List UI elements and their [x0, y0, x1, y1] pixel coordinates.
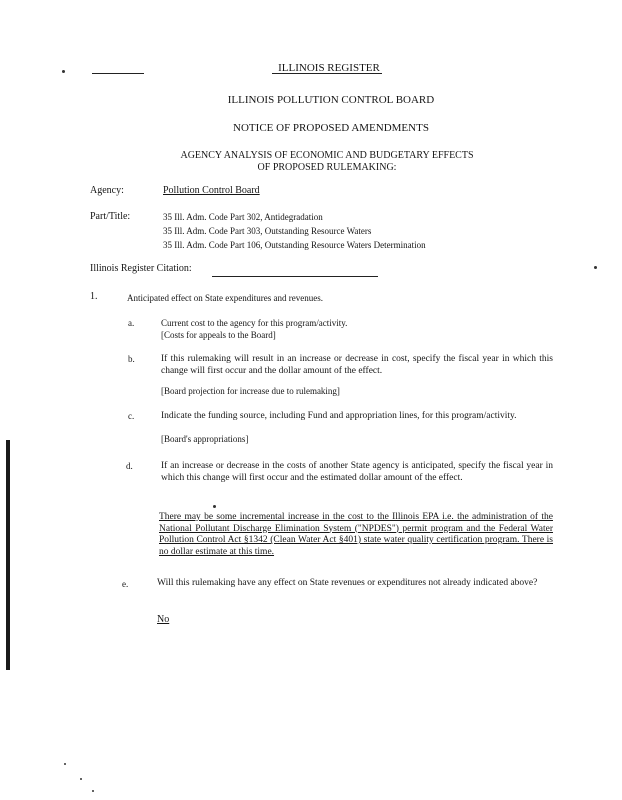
subitem-c-text: Indicate the funding source, including Fund and appropriation lines, for this program/activity.	[161, 411, 517, 421]
part-title-line: 35 Ill. Adm. Code Part 302, Antidegradation	[163, 212, 323, 222]
item-number: 1.	[90, 291, 98, 302]
scan-speck	[62, 70, 65, 73]
scan-speck	[594, 266, 597, 269]
subitem-marker-b: b.	[128, 354, 135, 364]
item-heading: Anticipated effect on State expenditures and revenues.	[127, 293, 324, 303]
notice-title: NOTICE OF PROPOSED AMENDMENTS	[233, 122, 429, 134]
scan-speck	[64, 763, 66, 765]
agency-label: Agency:	[90, 185, 124, 196]
part-title-label: Part/Title:	[90, 211, 131, 222]
agency-value: Pollution Control Board	[163, 185, 260, 196]
scan-binder-mark	[6, 440, 10, 670]
subitem-marker-d: d.	[126, 461, 133, 471]
part-title-line: 35 Ill. Adm. Code Part 106, Outstanding Resource Waters Determination	[163, 240, 426, 250]
scan-speck	[213, 505, 216, 508]
subitem-marker-c: c.	[128, 411, 135, 421]
analysis-title-line1: AGENCY ANALYSIS OF ECONOMIC AND BUDGETARY EFFECTS	[180, 150, 474, 161]
subitem-marker-a: a.	[128, 318, 135, 328]
subitem-c-note: [Board's appropriations]	[161, 434, 249, 444]
register-title: ILLINOIS REGISTER	[278, 62, 380, 74]
subitem-a-note: [Costs for appeals to the Board]	[161, 330, 276, 340]
subitem-d-text: If an increase or decrease in the costs of another State agency is anticipated, specify the fiscal year in which this change will first occur and the estimated dollar amount of the effect.	[161, 461, 553, 483]
subitem-a-text: Current cost to the agency for this program/activity.	[161, 318, 348, 328]
analysis-title-line2: OF PROPOSED RULEMAKING:	[257, 162, 397, 173]
subitem-b-note: [Board projection for increase due to rulemaking]	[161, 386, 340, 396]
subitem-marker-e: e.	[122, 579, 129, 589]
subitem-e-answer: No	[157, 614, 170, 625]
subitem-d-answer: There may be some incremental increase in the cost to the Illinois EPA i.e. the administration of the National Pollutant Discharge Elimination System ("NPDES") permit program and the Federal Water Pollution Control Act §1342 (Clean Water Act §401) state water quality certification program. There is no dollar estimate at this time.	[159, 512, 553, 557]
part-title-line: 35 Ill. Adm. Code Part 303, Outstanding Resource Waters	[163, 226, 372, 236]
scan-speck	[92, 790, 94, 792]
citation-blank-line	[212, 276, 378, 277]
subitem-e-text: Will this rulemaking have any effect on State revenues or expenditures not already indicated above?	[157, 578, 538, 588]
subitem-b-text: If this rulemaking will result in an increase or decrease in cost, specify the fiscal year in which this change will first occur and the dollar amount of the effect.	[161, 354, 553, 376]
citation-label: Illinois Register Citation:	[90, 263, 192, 274]
board-title: ILLINOIS POLLUTION CONTROL BOARD	[227, 94, 435, 106]
scan-speck	[80, 778, 82, 780]
